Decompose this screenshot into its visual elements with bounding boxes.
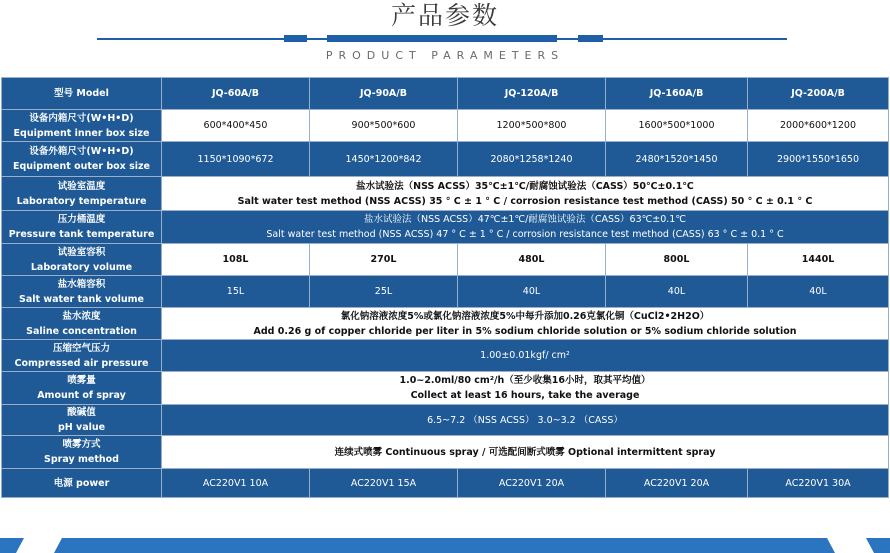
label-cn: 设备外箱尺寸(W•H•D) — [29, 146, 134, 157]
salt-volume-value: 40L — [748, 276, 889, 308]
label-cn: 试验室温度 — [57, 180, 106, 192]
model-name: JQ-200A/B — [748, 78, 889, 110]
ph-value: 6.5~7.2 （NSS ACSS） 3.0~3.2 （CASS） — [162, 405, 889, 436]
table-row-air-pressure — [2, 340, 889, 372]
saline-label — [2, 308, 162, 340]
spray-method-value: 连续式喷雾 Continuous spray / 可选配间断式喷雾 Optional intermittent spray — [162, 436, 889, 469]
table-row-saline — [2, 308, 889, 340]
label-en: Compressed air pressure — [14, 357, 149, 369]
outer-size-value: 1450*1200*842 — [310, 142, 458, 177]
spray-amount-value — [162, 372, 889, 405]
label-cn: 喷雾方式 — [62, 439, 101, 450]
parameters-table — [1, 77, 889, 498]
model-name: JQ-90A/B — [310, 78, 458, 110]
table-row-lab-temperature — [2, 177, 889, 211]
table-row-model — [2, 78, 889, 110]
inner-size-value: 1200*500*800 — [458, 110, 606, 142]
salt-volume-value: 25L — [310, 276, 458, 308]
air-pressure-label — [2, 340, 162, 372]
title-divider-block-center — [327, 35, 557, 42]
lab-temperature-label — [2, 177, 162, 211]
inner-size-label — [2, 110, 162, 142]
value-en: Add 0.26 g of copper chloride per liter in 5% sodium chloride solution or 5% sodium chloride solution — [253, 325, 797, 337]
value-en: Salt water test method (NSS ACSS) 35 ° C ± 1 ° C / corrosion resistance test method (CASS) 50 ° C ± 0.1 ° C — [237, 195, 813, 207]
table-row-power — [2, 469, 889, 498]
label-cn: 盐水箱容积 — [57, 278, 106, 290]
label-en: Laboratory temperature — [16, 195, 147, 207]
lab-volume-label — [2, 244, 162, 276]
lab-volume-value: 480L — [458, 244, 606, 276]
table-row-spray-amount — [2, 372, 889, 405]
outer-size-value: 2480*1520*1450 — [606, 142, 748, 177]
title-divider-block-right — [578, 35, 603, 42]
page-title: 产品参数 — [390, 1, 499, 30]
salt-volume-value: 40L — [458, 276, 606, 308]
label-en: Equipment outer box size — [13, 161, 150, 172]
value-cn: 盐水试验法（NSS ACSS）47℃±1℃/耐腐蚀试验法（CASS）63℃±0.1℃ — [363, 214, 687, 225]
value-cn: 盐水试验法（NSS ACSS）35℃±1℃/耐腐蚀试验法（CASS）50℃±0.1℃ — [356, 180, 694, 192]
label-en: Laboratory volume — [30, 261, 133, 273]
tank-temperature-label — [2, 211, 162, 244]
value-en: Collect at least 16 hours, take the average — [410, 390, 640, 401]
label-en: Salt water tank volume — [19, 293, 144, 305]
value-en: Salt water test method (NSS ACSS) 47 ° C ± 1 ° C / corrosion resistance test method (CASS) 63 ° C ± 0.1 ° C — [266, 229, 784, 240]
outer-size-value: 2900*1550*1650 — [748, 142, 889, 177]
outer-size-value: 1150*1090*672 — [162, 142, 310, 177]
label-cn: 压力桶温度 — [57, 214, 106, 225]
lab-volume-value: 270L — [310, 244, 458, 276]
footer-band-right-stripe — [866, 538, 890, 553]
value-cn: 氯化钠溶液浓度5%或氯化钠溶液浓度5%中每升添加0.26克氯化铜（CuCl2•2H2O） — [340, 310, 710, 322]
value-cn: 1.0~2.0ml/80 cm²/h（至少收集16小时，取其平均值） — [399, 375, 651, 386]
label-cn: 盐水浓度 — [62, 310, 101, 322]
lab-volume-value: 1440L — [748, 244, 889, 276]
label-en: Equipment inner box size — [13, 127, 150, 139]
inner-size-value: 900*500*600 — [310, 110, 458, 142]
inner-size-value: 1600*500*1000 — [606, 110, 748, 142]
inner-size-value: 2000*600*1200 — [748, 110, 889, 142]
power-value: AC220V1 20A — [606, 469, 748, 498]
outer-size-value: 2080*1258*1240 — [458, 142, 606, 177]
label-en: Pressure tank temperature — [8, 229, 155, 240]
table-row-lab-volume — [2, 244, 889, 276]
label-cn: 酸碱值 — [67, 407, 96, 418]
model-name: JQ-120A/B — [458, 78, 606, 110]
label-cn: 试验室容积 — [57, 246, 106, 258]
spray-amount-label — [2, 372, 162, 405]
table-row-salt-volume — [2, 276, 889, 308]
label-en: Spray method — [44, 454, 119, 465]
inner-size-value: 600*400*450 — [162, 110, 310, 142]
power-label: 电源 power — [2, 469, 162, 498]
power-value: AC220V1 30A — [748, 469, 889, 498]
label-en: Saline concentration — [26, 325, 137, 337]
label-en: pH value — [57, 422, 106, 433]
power-value: AC220V1 15A — [310, 469, 458, 498]
table-row-outer-size — [2, 142, 889, 177]
table-row-tank-temperature — [2, 211, 889, 244]
table-row-inner-size — [2, 110, 889, 142]
title-divider-block-left — [284, 35, 307, 42]
ph-label — [2, 405, 162, 436]
power-value: AC220V1 20A — [458, 469, 606, 498]
model-label: 型号 Model — [2, 78, 162, 110]
tank-temperature-value — [162, 211, 889, 244]
saline-value — [162, 308, 889, 340]
lab-volume-value: 800L — [606, 244, 748, 276]
label-cn: 设备内箱尺寸(W•H•D) — [29, 112, 134, 124]
label-cn: 压缩空气压力 — [52, 342, 110, 354]
spray-method-label — [2, 436, 162, 469]
model-name: JQ-160A/B — [606, 78, 748, 110]
salt-volume-label — [2, 276, 162, 308]
footer-band-left-stripe — [0, 538, 24, 553]
model-name: JQ-60A/B — [162, 78, 310, 110]
table-row-ph — [2, 405, 889, 436]
footer-band-main — [54, 538, 835, 553]
lab-temperature-value — [162, 177, 889, 211]
label-en: Amount of spray — [37, 390, 126, 401]
table-row-spray-method — [2, 436, 889, 469]
salt-volume-value: 15L — [162, 276, 310, 308]
footer-decorative-band — [0, 538, 890, 553]
page-subtitle: PRODUCT PARAMETERS — [325, 49, 565, 62]
outer-size-label — [2, 142, 162, 177]
salt-volume-value: 40L — [606, 276, 748, 308]
lab-volume-value: 108L — [162, 244, 310, 276]
air-pressure-value: 1.00±0.01kgf/ cm² — [162, 340, 889, 372]
power-value: AC220V1 10A — [162, 469, 310, 498]
label-cn: 喷雾量 — [67, 375, 96, 386]
